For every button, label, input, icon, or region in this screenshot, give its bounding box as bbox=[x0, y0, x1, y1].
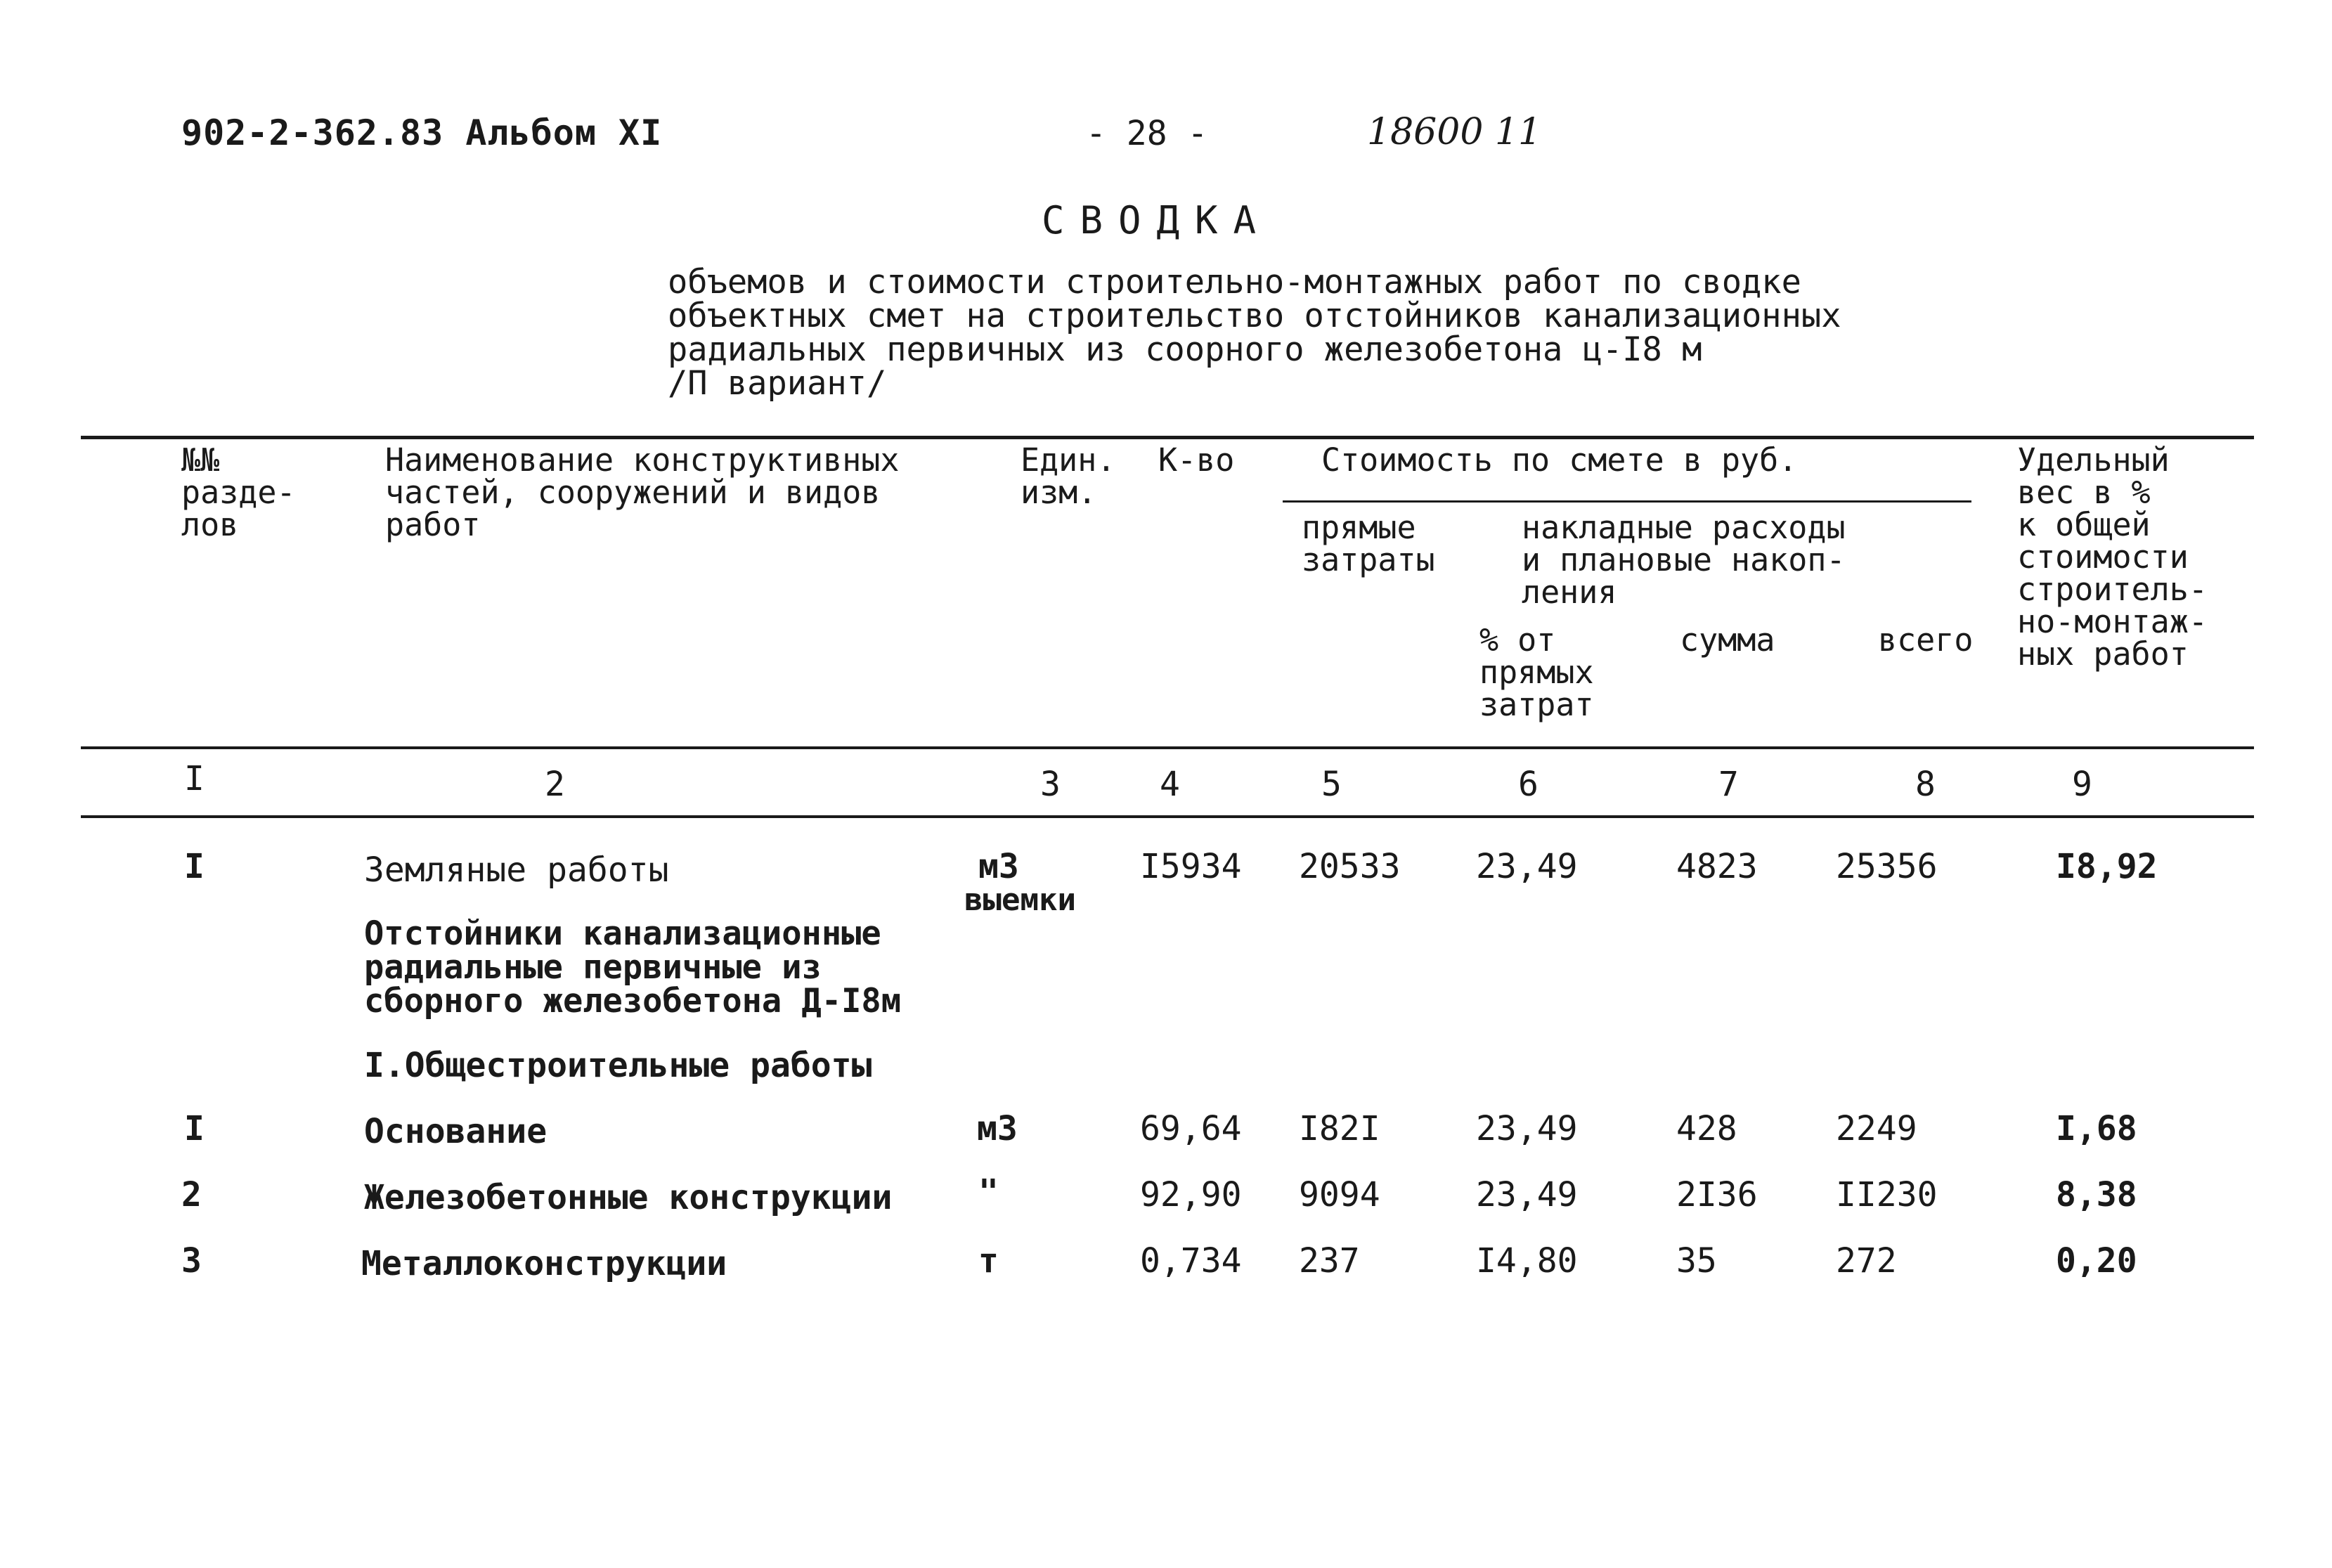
column-number: 4 bbox=[1160, 765, 1180, 804]
page-number: - 28 - bbox=[1086, 114, 1208, 153]
header-cost-group: Стоимость по смете в руб. bbox=[1321, 441, 1798, 479]
row-total: 2249 bbox=[1836, 1109, 1917, 1148]
row-unit: м3 bbox=[978, 847, 1019, 886]
row-share: 8,38 bbox=[2056, 1175, 2137, 1214]
row-sum: 428 bbox=[1676, 1109, 1737, 1148]
subtitle-line: радиальных первичных из соорного железобетона ц-I8 м bbox=[668, 330, 1702, 369]
row-share: 0,20 bbox=[2056, 1241, 2137, 1281]
row-total: 272 bbox=[1836, 1241, 1897, 1281]
row-name: Железобетонные конструкции bbox=[364, 1178, 893, 1217]
column-number: 5 bbox=[1321, 765, 1342, 804]
header-sum: сумма bbox=[1680, 621, 1775, 659]
row-direct-costs: 237 bbox=[1299, 1241, 1360, 1281]
row-direct-costs: 9094 bbox=[1299, 1175, 1380, 1214]
row-direct-costs: 20533 bbox=[1299, 847, 1401, 886]
row-percent: I4,80 bbox=[1476, 1241, 1578, 1281]
header-unit: Един. изм. bbox=[1021, 441, 1116, 511]
header-share: Удельный вес в % к общей стоимости строитель- но-монтаж- ных работ bbox=[2017, 441, 2208, 673]
row-section: 2 bbox=[181, 1175, 202, 1214]
subsection-title: I.Общестроительные работы bbox=[364, 1046, 872, 1085]
row-name: Металлоконструкции bbox=[361, 1244, 727, 1283]
column-number: 7 bbox=[1718, 765, 1739, 804]
row-share: I8,92 bbox=[2056, 847, 2158, 886]
column-number: 3 bbox=[1040, 765, 1061, 804]
column-number: 6 bbox=[1518, 765, 1539, 804]
header-name: Наименование конструктивных частей, сооружений и видов работ bbox=[385, 441, 900, 543]
row-total: 25356 bbox=[1836, 847, 1938, 886]
row-percent: 23,49 bbox=[1476, 1109, 1578, 1148]
column-number: 9 bbox=[2072, 765, 2092, 804]
row-section: I bbox=[184, 1109, 205, 1148]
header-overhead-group: накладные расходы и плановые накоп- ления bbox=[1522, 509, 1846, 611]
row-direct-costs: I82I bbox=[1299, 1109, 1380, 1148]
header-section-number: №№ разде- лов bbox=[181, 441, 296, 543]
row-unit-extra: выемки bbox=[964, 882, 1076, 918]
row-sum: 2I36 bbox=[1676, 1175, 1758, 1214]
subtitle-line: объектных смет на строительство отстойников канализационных bbox=[668, 297, 1841, 335]
header-bottom-rule bbox=[81, 746, 2254, 749]
row-unit: " bbox=[978, 1172, 999, 1212]
row-quantity: I5934 bbox=[1140, 847, 1242, 886]
row-section: 3 bbox=[181, 1241, 202, 1281]
row-share: I,68 bbox=[2056, 1109, 2137, 1148]
row-sum: 4823 bbox=[1676, 847, 1758, 886]
subtitle-line: объемов и стоимости строительно-монтажных работ по сводке bbox=[668, 263, 1801, 302]
document-title: СВОДКА bbox=[1042, 198, 1272, 242]
header-percent-of-direct: % от прямых затрат bbox=[1479, 621, 1594, 723]
inventory-number: 18600 11 bbox=[1367, 111, 1542, 153]
column-number: 8 bbox=[1915, 765, 1936, 804]
row-total: II230 bbox=[1836, 1175, 1938, 1214]
row-quantity: 92,90 bbox=[1140, 1175, 1242, 1214]
header-direct-costs: прямые затраты bbox=[1302, 509, 1435, 578]
row-name: Основание bbox=[364, 1112, 548, 1151]
row-section: I bbox=[184, 847, 205, 886]
column-number: 2 bbox=[545, 765, 565, 804]
column-number: I bbox=[184, 759, 205, 798]
row-quantity: 0,734 bbox=[1140, 1241, 1242, 1281]
row-sum: 35 bbox=[1676, 1241, 1717, 1281]
document-subtitle bbox=[668, 263, 1841, 403]
row-unit: т bbox=[978, 1241, 999, 1281]
document-code: 902-2-362.83 Альбом XI bbox=[181, 112, 663, 153]
header-total: всего bbox=[1878, 621, 1974, 659]
row-percent: 23,49 bbox=[1476, 847, 1578, 886]
subtitle-line: /П вариант/ bbox=[668, 364, 887, 403]
structure-subheading: Отстойники канализационные радиальные первичные из сборного железобетона Д-I8м bbox=[364, 914, 902, 1021]
row-unit: м3 bbox=[977, 1109, 1018, 1148]
row-name: Земляные работы bbox=[364, 850, 669, 890]
row-quantity: 69,64 bbox=[1140, 1109, 1242, 1148]
row-percent: 23,49 bbox=[1476, 1175, 1578, 1214]
table-top-rule bbox=[81, 436, 2254, 439]
header-quantity: К-во bbox=[1158, 441, 1235, 479]
column-numbers-rule bbox=[81, 815, 2254, 818]
cost-group-rule bbox=[1283, 500, 1971, 503]
